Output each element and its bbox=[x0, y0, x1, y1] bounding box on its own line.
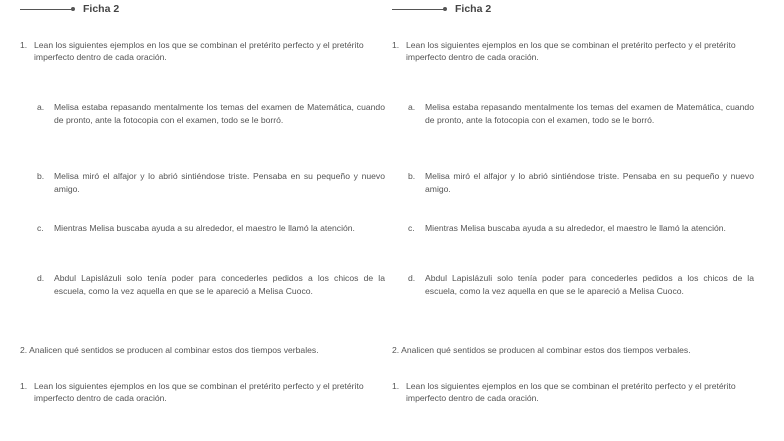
question-number: 1. bbox=[20, 381, 28, 391]
example-text: Mientras Melisa buscaba ayuda a su alrededor, el maestro le llamó la atención. bbox=[54, 223, 355, 233]
example-letter: d. bbox=[37, 273, 45, 283]
question-2 bbox=[20, 344, 386, 356]
example-b bbox=[37, 170, 385, 195]
question-1-repeat bbox=[392, 380, 754, 404]
example-text: Abdul Lapislázuli solo tenía poder para concederles pedidos a los chicos de la escuela, como la vez aquella en que se le apareció a Melisa Cuoco. bbox=[54, 273, 385, 296]
header-dot-icon bbox=[71, 7, 75, 11]
header-dot-icon bbox=[443, 7, 447, 11]
question-number: 1. bbox=[392, 40, 400, 50]
example-b bbox=[408, 170, 754, 195]
example-a bbox=[37, 101, 385, 126]
example-letter: c. bbox=[408, 223, 415, 233]
right-column bbox=[392, 0, 784, 441]
question-text: Lean los siguientes ejemplos en los que se combinan el pretérito perfecto y el pretérito imperfecto dentro de cada oración. bbox=[406, 40, 736, 62]
example-text: Melisa estaba repasando mentalmente los temas del examen de Matemática, cuando de pronto, ante la fotocopia con el examen, todo se le borró. bbox=[54, 102, 385, 125]
question-number: 1. bbox=[392, 381, 400, 391]
example-text: Mientras Melisa buscaba ayuda a su alrededor, el maestro le llamó la atención. bbox=[425, 223, 726, 233]
example-d bbox=[37, 272, 385, 297]
question-text: Analicen qué sentidos se producen al combinar estos dos tiempos verbales. bbox=[29, 345, 319, 355]
ficha-header bbox=[20, 3, 119, 15]
example-letter: b. bbox=[37, 171, 45, 181]
example-text: Melisa miró el alfajor y lo abrió sintiéndose triste. Pensaba en su pequeño y nuevo amigo. bbox=[54, 171, 385, 194]
ficha-title: Ficha 2 bbox=[455, 3, 492, 15]
example-text: Abdul Lapislázuli solo tenía poder para concederles pedidos a los chicos de la escuela, como la vez aquella en que se le apareció a Melisa Cuoco. bbox=[425, 273, 754, 296]
question-text: Lean los siguientes ejemplos en los que se combinan el pretérito perfecto y el pretérito imperfecto dentro de cada oración. bbox=[406, 381, 736, 403]
question-1 bbox=[392, 39, 754, 63]
question-1 bbox=[20, 39, 386, 63]
example-c bbox=[408, 222, 754, 235]
ficha-title: Ficha 2 bbox=[83, 3, 120, 15]
question-1-repeat bbox=[20, 380, 386, 404]
question-text: Lean los siguientes ejemplos en los que se combinan el pretérito perfecto y el pretérito imperfecto dentro de cada oración. bbox=[34, 40, 364, 62]
question-number: 2. bbox=[392, 345, 400, 355]
question-text: Lean los siguientes ejemplos en los que se combinan el pretérito perfecto y el pretérito imperfecto dentro de cada oración. bbox=[34, 381, 364, 403]
example-letter: a. bbox=[37, 102, 45, 112]
example-text: Melisa miró el alfajor y lo abrió sintiéndose triste. Pensaba en su pequeño y nuevo amigo. bbox=[425, 171, 754, 194]
ficha-header bbox=[392, 3, 491, 15]
example-letter: b. bbox=[408, 171, 416, 181]
header-rule bbox=[392, 9, 444, 10]
question-2 bbox=[392, 344, 754, 356]
example-a bbox=[408, 101, 754, 126]
question-number: 2. bbox=[20, 345, 28, 355]
question-text: Analicen qué sentidos se producen al combinar estos dos tiempos verbales. bbox=[401, 345, 691, 355]
example-letter: a. bbox=[408, 102, 416, 112]
example-d bbox=[408, 272, 754, 297]
example-text: Melisa estaba repasando mentalmente los temas del examen de Matemática, cuando de pronto, ante la fotocopia con el examen, todo se le borró. bbox=[425, 102, 754, 125]
question-number: 1. bbox=[20, 40, 28, 50]
header-rule bbox=[20, 9, 72, 10]
example-letter: c. bbox=[37, 223, 44, 233]
example-c bbox=[37, 222, 385, 235]
example-letter: d. bbox=[408, 273, 416, 283]
